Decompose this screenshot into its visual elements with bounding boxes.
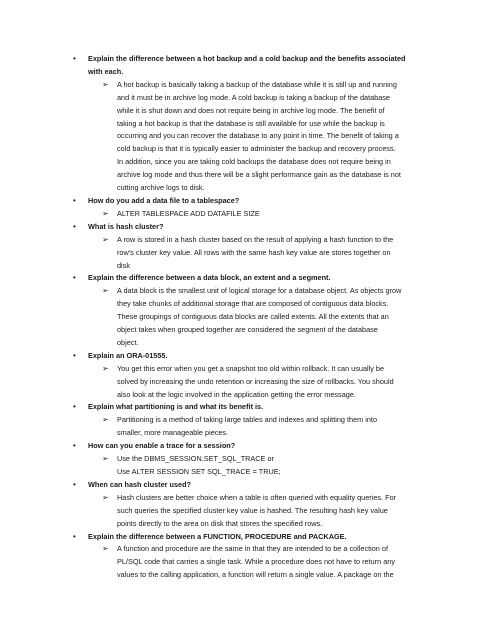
- bullet-icon: •: [73, 195, 76, 205]
- answer-text: These groupings of contiguous data blocks are called extents. All the extents that an: [117, 312, 389, 322]
- bullet-icon: •: [73, 350, 76, 360]
- question-text: with each.: [88, 66, 124, 76]
- question-text: Explain the difference between a hot backup and a cold backup and the benefits associated: [88, 54, 406, 63]
- question-text: Explain an ORA-01555.: [88, 350, 168, 360]
- answer-text: values to the calling application, a function will return a single value. A package on the: [117, 570, 394, 580]
- question-item: [0, 272, 468, 285]
- arrow-bullet-icon: ➢: [102, 234, 109, 244]
- answer-text: row's cluster key value. All rows with the same hash key value are stores together on: [117, 247, 391, 257]
- answer-item: [0, 414, 465, 440]
- bullet-icon: •: [73, 221, 76, 231]
- question-item: [0, 440, 468, 453]
- answer-text: disk: [117, 260, 130, 270]
- arrow-bullet-icon: ➢: [102, 415, 109, 425]
- answer-item: [0, 363, 465, 402]
- answer-text: cutting archive logs to disk.: [117, 183, 205, 193]
- answer-text: and it must be in archive log mode. A cold backup is taking a backup of the database: [117, 92, 390, 102]
- answer-text: A function and procedure are the same in that they are intended to be a collection of: [117, 544, 388, 554]
- arrow-bullet-icon: ➢: [102, 363, 109, 373]
- answer-item: [0, 208, 465, 221]
- answer-text: Use the DBMS_SESSION.SET_SQL_TRACE or: [117, 454, 274, 464]
- question-text: When can hash cluster used?: [88, 479, 191, 489]
- bullet-icon: •: [73, 273, 76, 283]
- answer-text: In addition, since you are taking cold backups the database does not require being in: [117, 157, 391, 167]
- qa-list: [0, 53, 495, 582]
- question-item: [0, 53, 468, 79]
- answer-text: they take chunks of additional storage that are composed of contiguous data blocks.: [117, 299, 389, 309]
- answer-text: such queries the specified cluster key value is hashed. The resulting hash key value: [117, 505, 388, 515]
- answer-text: occurring and you can recover the database to any point in time. The benefit of taking a: [117, 131, 399, 141]
- answer-text: Use ALTER SESSION SET SQL_TRACE = TRUE;: [117, 467, 281, 476]
- answer-text: taking a hot backup is that the database is still available for use while the backup is: [117, 118, 385, 128]
- answer-item: [0, 492, 465, 531]
- bullet-icon: •: [73, 531, 76, 541]
- answer-text: cold backup is that it is typically easier to administer the backup and recovery process.: [117, 144, 396, 154]
- arrow-bullet-icon: ➢: [102, 208, 109, 218]
- answer-text: A data block is the smallest unit of logical storage for a database object. As objects grow: [117, 286, 402, 296]
- question-item: [0, 401, 468, 414]
- answer-text: points directly to the area on disk that stores the specified rows.: [117, 518, 323, 528]
- answer-text: Partitioning is a method of taking large tables and indexes and splitting them into: [117, 415, 378, 425]
- question-text: What is hash cluster?: [88, 221, 164, 231]
- answer-text: solved by increasing the undo retention or increasing the size of rollbacks. You should: [117, 376, 394, 386]
- answer-text: Hash clusters are better choice when a table is often queried with equality queries. For: [117, 492, 397, 502]
- bullet-icon: •: [73, 479, 76, 489]
- answer-text: object.: [117, 337, 139, 347]
- question-item: [0, 195, 468, 208]
- question-text: How can you enable a trace for a session?: [88, 441, 236, 451]
- answer-text: ALTER TABLESPACE ADD DATAFILE SIZE: [117, 208, 260, 218]
- question-text: Explain what partitioning is and what its benefit is.: [88, 402, 264, 412]
- question-text: Explain the difference between a FUNCTION, PROCEDURE and PACKAGE.: [88, 531, 347, 541]
- arrow-bullet-icon: ➢: [102, 544, 109, 554]
- question-text: How do you add a data file to a tablespace?: [88, 195, 240, 205]
- bullet-icon: •: [73, 402, 76, 412]
- answer-text: object takes when grouped together are considered the segment of the database: [117, 325, 378, 335]
- arrow-bullet-icon: ➢: [102, 492, 109, 502]
- question-item: [0, 350, 468, 363]
- answer-item: [0, 453, 465, 479]
- bullet-icon: •: [73, 441, 76, 451]
- arrow-bullet-icon: ➢: [102, 286, 109, 296]
- answer-item: [0, 285, 465, 350]
- answer-text: smaller, more manageable pieces.: [117, 428, 229, 438]
- answer-text: also look at the logic involved in the application getting the error message.: [117, 389, 356, 399]
- answer-text: A hot backup is basically taking a backup of the database while it is still up and running: [117, 79, 397, 89]
- question-item: [0, 531, 468, 544]
- answer-text: while it is shut down and does not require being in archive log mode. The benefit of: [117, 105, 385, 115]
- question-item: [0, 479, 468, 492]
- arrow-bullet-icon: ➢: [102, 79, 109, 89]
- answer-text: A row is stored in a hash cluster based on the result of applying a hash function to the: [117, 234, 394, 244]
- answer-text: You get this error when you get a snapshot too old within rollback. It can usually be: [117, 363, 385, 373]
- answer-text: archive log mode and thus there will be a slight performance gain as the database is not: [117, 170, 401, 180]
- answer-item: [0, 79, 465, 195]
- answer-item: [0, 543, 465, 582]
- answer-text: PL/SQL code that carries a single task. While a procedure does not have to return any: [117, 557, 395, 567]
- arrow-bullet-icon: ➢: [102, 454, 109, 464]
- question-text: Explain the difference between a data block, an extent and a segment.: [88, 273, 331, 283]
- answer-item: [0, 234, 465, 273]
- bullet-icon: •: [73, 54, 76, 63]
- question-item: [0, 221, 468, 234]
